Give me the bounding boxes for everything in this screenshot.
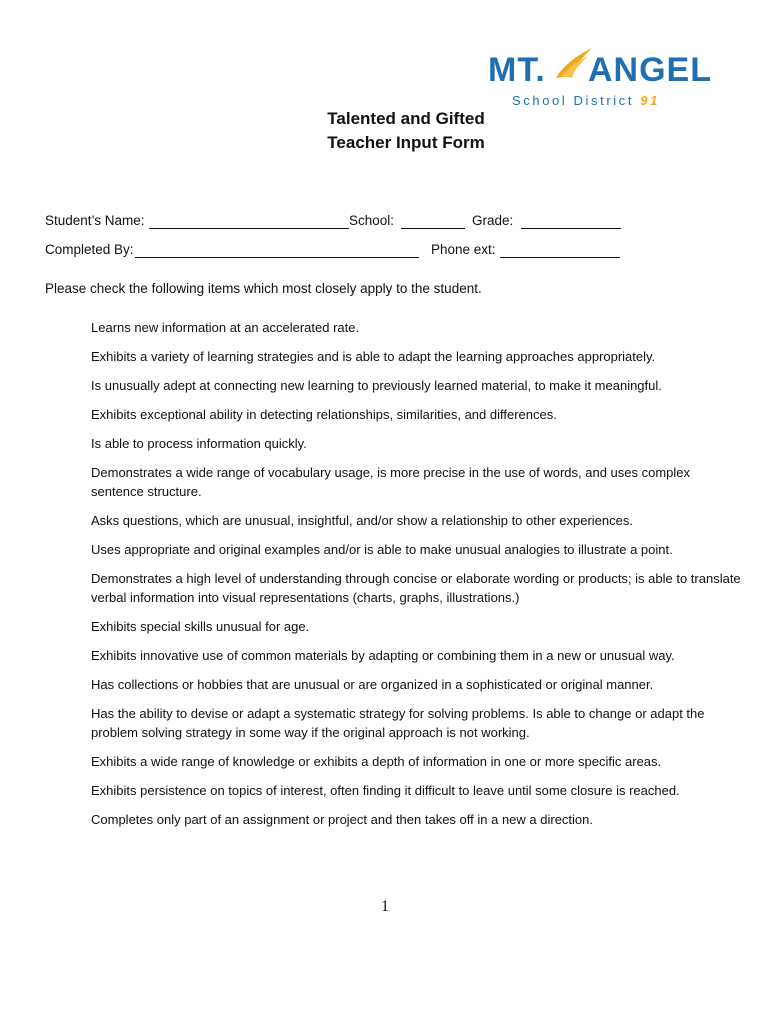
phone-ext-label: Phone ext: — [431, 242, 496, 257]
checklist-item[interactable]: Is unusually adept at connecting new learning to previously learned material, to make it meaningful. — [91, 378, 662, 393]
form-title-line1: Talented and Gifted — [327, 109, 485, 128]
completed-by-field[interactable] — [135, 242, 419, 258]
checklist — [91, 318, 741, 839]
completed-by-label: Completed By: — [45, 242, 134, 257]
checklist-item[interactable]: Exhibits innovative use of common materials by adapting or combining them in a new or unusual way. — [91, 648, 675, 663]
checklist-item[interactable]: Exhibits a wide range of knowledge or exhibits a depth of information in one or more specific areas. — [91, 754, 662, 769]
checklist-item[interactable]: Uses appropriate and original examples and/or is able to make unusual analogies to illustrate a point. — [91, 542, 673, 557]
field-row-2 — [45, 242, 635, 262]
logo-subtitle — [512, 94, 660, 108]
form-title-line2: Teacher Input Form — [327, 133, 485, 152]
field-row-1 — [45, 213, 635, 233]
school-label: School: — [349, 213, 395, 228]
checklist-item[interactable]: Exhibits exceptional ability in detecting relationships, similarities, and differences. — [91, 407, 557, 422]
grade-field[interactable] — [521, 213, 621, 229]
checklist-item[interactable]: Demonstrates a wide range of vocabulary usage, is more precise in the use of words, and uses complex sentence structure. — [91, 465, 691, 499]
checklist-item[interactable]: Exhibits special skills unusual for age. — [91, 619, 310, 634]
school-field[interactable] — [401, 213, 465, 229]
checklist-item[interactable]: Completes only part of an assignment or project and then takes off in a new a direction. — [91, 812, 593, 827]
page-number: 1 — [381, 898, 389, 915]
logo-number: 91 — [640, 93, 660, 108]
student-name-field[interactable] — [149, 213, 349, 229]
phone-ext-field[interactable] — [500, 242, 620, 258]
checklist-item[interactable]: Exhibits a variety of learning strategies and is able to adapt the learning approaches appropriately. — [91, 349, 656, 364]
checklist-item[interactable]: Has collections or hobbies that are unusual or are organized in a sophisticated or original manner. — [91, 677, 654, 692]
district-logo — [486, 46, 712, 112]
checklist-item[interactable]: Has the ability to devise or adapt a systematic strategy for solving problems. Is able to change or adapt the problem solving strategy in some way if the original approach is not working. — [91, 706, 705, 740]
grade-label: Grade: — [472, 213, 514, 228]
logo-subtitle-text: School District — [512, 93, 635, 108]
logo-angel-text: ANGEL — [588, 51, 712, 89]
checklist-item[interactable]: Learns new information at an accelerated rate. — [91, 320, 360, 335]
checklist-item[interactable]: Is able to process information quickly. — [91, 436, 307, 451]
instructions-text: Please check the following items which most closely apply to the student. — [45, 281, 482, 296]
student-name-label: Student’s Name: — [45, 213, 145, 228]
checklist-item[interactable]: Demonstrates a high level of understanding through concise or elaborate wording or products; is able to translate verbal information into visual representations (charts, graphs, illustrations.) — [91, 571, 741, 605]
logo-mt-text: MT. — [488, 51, 546, 89]
checklist-item[interactable]: Asks questions, which are unusual, insightful, and/or show a relationship to other experiences. — [91, 513, 633, 528]
checklist-item[interactable]: Exhibits persistence on topics of interest, often finding it difficult to leave until some closure is reached. — [91, 783, 680, 798]
